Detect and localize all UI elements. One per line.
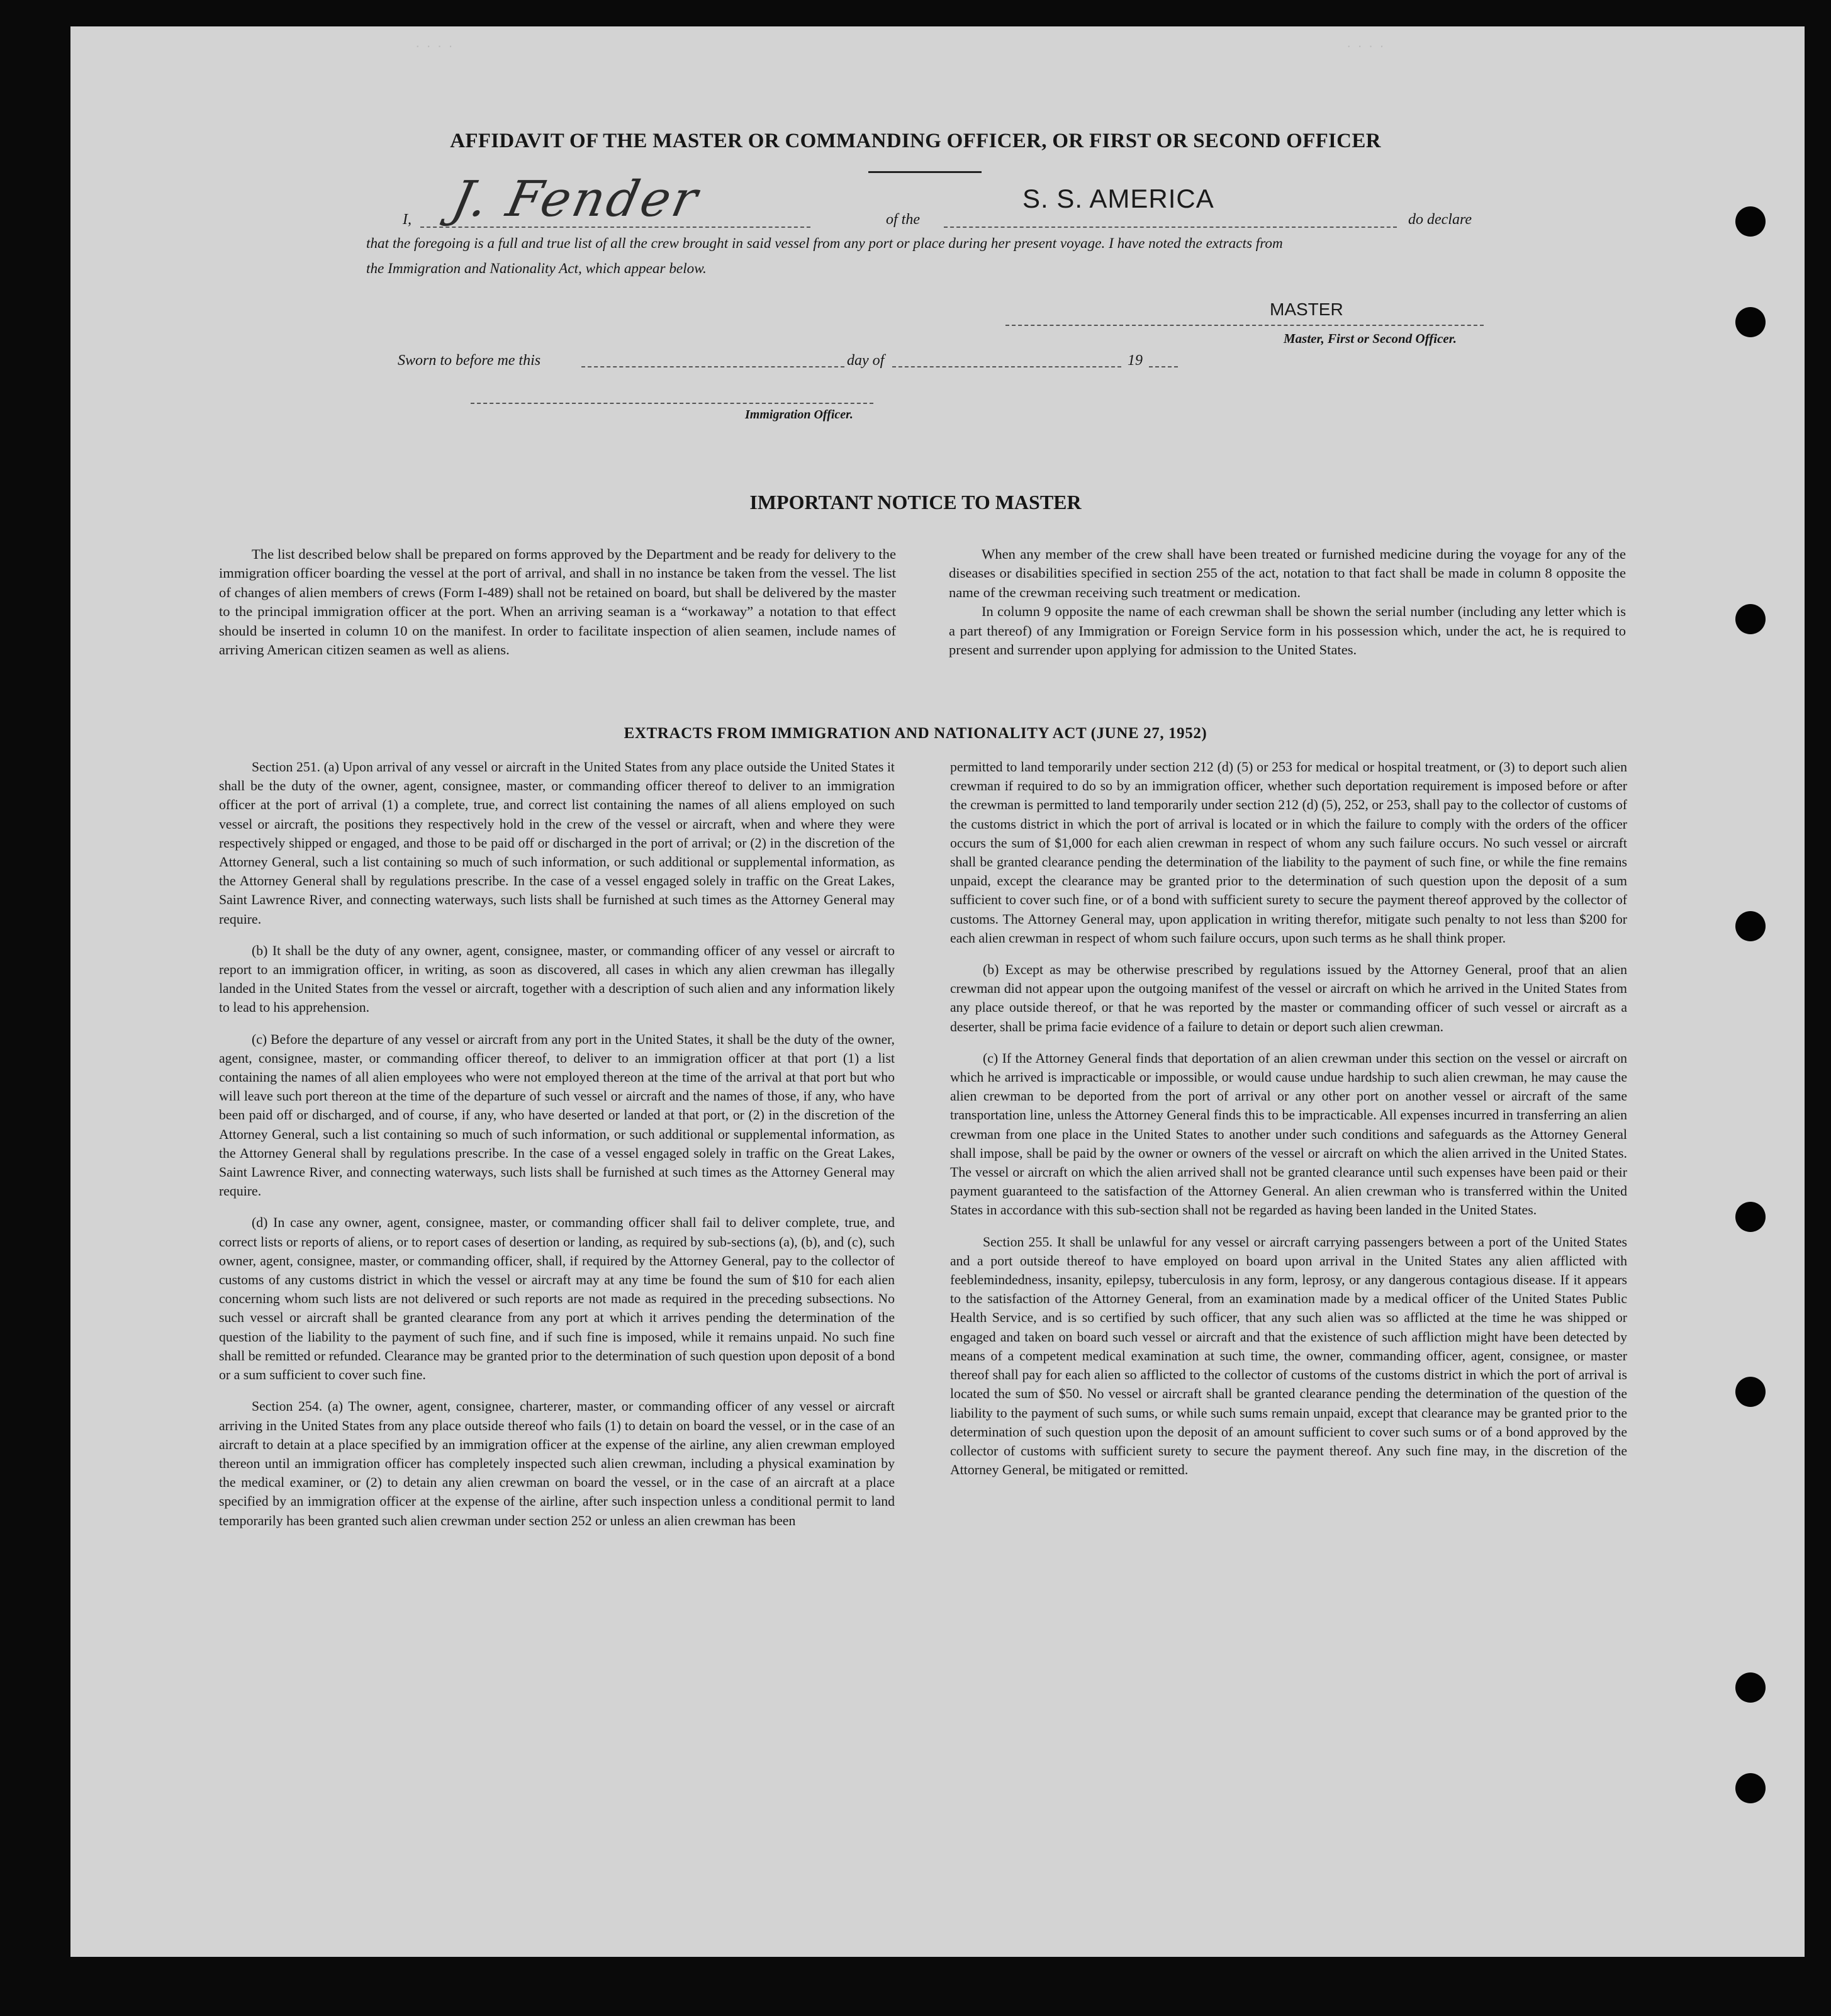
section-255: Section 255. It shall be unlawful for any vessel or aircraft carrying passengers between a port of the United States and a port outside thereof to have employed on board upon arrival in the United States any alien afflicted with feeblemindedness, insanity, epilepsy, tuberculosis in any form, leprosy, or any dangerous contagious disease. If it appears to the satisfaction of the Attorney General, from an examination made by a medical officer of the United States Public Health Service, and is so certified by such officer, that any such alien was so afflicted at the time he was shipped or engaged and taken on board such vessel or aircraft and that the existence of such affliction might have been detected by means of a competent medical examination at such time, the owner, commanding officer, agent, consignee, or master thereof shall pay for each alien so afflicted to the collector of customs of the customs district in which the port of arrival is located the sum of $50. No vessel or aircraft shall be granted clearance pending the determination of the question of the liability to the payment of such sums, or while such sums remain unpaid, except that clearance may be granted prior to the determination of such question upon the deposit of an amount sufficient to cover such sums or of a bond approved by the collector of customs with sufficient surety to secure the payment thereof. Any such fine may, in the discretion of the Attorney General, be mitigated or remitted. (950, 1234, 1627, 1478)
section-251-a: Section 251. (a) Upon arrival of any vessel or aircraft in the United States from any place outside the United States it shall be the duty of the owner, agent, consignee, master, or commanding officer thereof to deliver to an immigration officer at the port of arrival (1) a complete, true, and correct list containing the names of all aliens employed on such vessel or aircraft, the positions they respectively hold in the crew of the vessel or aircraft, when and where they were respectively shipped or engaged, and those to be paid off or discharged in the port of arrival; or (2) in the discretion of the Attorney General, such a list containing so much of such information, or such additional or supplemental information, as the Attorney General shall by regulations prescribe. In the case of a vessel engaged solely in traffic on the Great Lakes, Saint Lawrence River, and connecting waterways, such lists shall be furnished at such times as the Attorney General may require. (219, 759, 895, 927)
sworn-day-line (581, 366, 844, 367)
year-label: 19 (1128, 352, 1143, 369)
extracts-left-column (219, 758, 895, 1543)
section-251-b: (b) It shall be the duty of any owner, agent, consignee, master, or commanding officer of any vessel or aircraft to report to an immigration officer, in writing, as soon as discovered, all cases in which any alien crewman has illegally landed in the United States from the vessel or aircraft, together with a description of such alien and any information likely to lead to his apprehension. (219, 943, 895, 1016)
sworn-label: Sworn to before me this (398, 352, 541, 369)
master-signature: J. Fender (447, 171, 705, 228)
vessel-line (944, 227, 1397, 228)
notice-left-column (219, 545, 896, 659)
section-254-a-continued: permitted to land temporarily under section 212 (d) (5) or 253 for medical or hospital treatment, or (3) to deport such alien crewman if required to do so by an immigration officer, whether such deportation requirement is imposed before or after the crewman is permitted to land temporarily under section 212 (d) (5), 252, or 253, shall pay to the collector of customs of the customs district in which the port of arrival is located or in which the failure to comply with the orders of the officer occurs the sum of $1,000 for each alien crewman in respect of whom any such failure occurs. No such vessel or aircraft shall be granted clearance pending the determination of the liability to the payment of such fine, or while the fine remains unpaid, except the clearance may be granted prior to the determination of such question upon the deposit of a sum sufficient to cover such fine, or of a bond with sufficient surety to secure the payment thereof approved by the collector of customs. The Attorney General may, upon application in writing therefor, mitigate such penalty to not less than $200 for each alien crewman in respect of whom such failure occurs, upon such terms as he shall think proper. (950, 759, 1627, 946)
notice-left-paragraph: The list described below shall be prepared on forms approved by the Department and be ready for delivery to the immigration officer boarding the vessel at the port of arrival, and shall in no instance be taken from the vessel. The list of changes of alien members of crews (Form I-489) shall not be retained on board, but shall be delivered by the master to the principal immigration officer at the port. When an arriving seaman is a “workaway” a notation to that effect should be inserted in column 10 on the manifest. In order to facilitate inspection of alien seamen, include names of arriving American citizen seamen as well as aliens. (219, 546, 896, 658)
extracts-title: EXTRACTS FROM IMMIGRATION AND NATIONALITY ACT (JUNE 27, 1952) (624, 725, 1207, 742)
sworn-month-line (892, 366, 1121, 367)
affidavit-line1-i: I, (403, 211, 412, 228)
section-254-a: Section 254. (a) The owner, agent, consignee, charterer, master, or commanding officer of any vessel or aircraft arriving in the United States from any place outside thereof who fails (1) to detain on board the vessel, or in the case of an aircraft to detain at a place specified by an immigration officer at the expense of the airline, any alien crewman employed thereon until an immigration officer has completely inspected such alien crewman, including a physical examination by the medical examiner, or (2) to detain any alien crewman on board the vessel, or in the case of an aircraft at a place specified by an immigration officer at the expense of the airline, after such inspection unless a conditional permit to land temporarily has been granted such alien crewman under section 252 or unless an alien crewman has been (219, 1399, 895, 1528)
vessel-name: S. S. AMERICA (1022, 184, 1214, 213)
binder-hole-icon (1735, 1773, 1766, 1803)
officer-signature-line (471, 403, 873, 404)
affidavit-title: AFFIDAVIT OF THE MASTER OR COMMANDING OFFICER, OR FIRST OR SECOND OFFICER (450, 130, 1381, 152)
master-signature-line (1005, 325, 1484, 326)
affidavit-line1-of-the: of the (886, 211, 920, 228)
section-251-d: (d) In case any owner, agent, consignee, master, or commanding officer shall fail to deliver complete, true, and correct lists or reports of aliens, or to report cases of desertion or landing, as required by sub-sections (a), (b), and (c), such owner, agent, consignee, master, or commanding officer, shall, if required by the Attorney General, pay to the collector of customs of any customs district in which the vessel or aircraft may at any time be found the sum of $10 for each alien concerning whom such lists are not delivered or such reports are not made as required in the preceding subsections. No such vessel or aircraft shall be granted clearance from any port at which it arrives pending the determination of the question of the liability to the payment of such fine, and if such fine is imposed, while it remains unpaid. No such fine shall be remitted or refunded. Clearance may be granted prior to the determination of such question upon deposit of a bond or a sum sufficient to cover such fine. (219, 1215, 895, 1383)
master-title-stamp: MASTER (1270, 300, 1343, 319)
day-of-label: day of (847, 352, 885, 369)
binder-hole-icon (1735, 1672, 1766, 1703)
notice-right-paragraph-2: In column 9 opposite the name of each crewman shall be shown the serial number (including any letter which is a part thereof) of any Immigration or Foreign Service form in his possession which, under the act, he is required to present and surrender upon applying for admission to the United States. (949, 603, 1626, 658)
binder-hole-icon (1735, 604, 1766, 634)
title-rule (868, 171, 982, 173)
master-caption: Master, First or Second Officer. (1284, 331, 1457, 346)
affidavit-line2: that the foregoing is a full and true list of all the crew brought in said vessel from any port or place during her present voyage. I have noted the extracts from (366, 235, 1283, 252)
bleed-through-mark: · · · · (1347, 38, 1386, 53)
section-254-b: (b) Except as may be otherwise prescribed by regulations issued by the Attorney General, proof that an alien crewman did not appear upon the outgoing manifest of the vessel or aircraft on which he arrived in the United States from any place outside thereof, or that he was reported by the master or commanding officer of such vessel or aircraft as a deserter, shall be prima facie evidence of a failure to detain or deport such alien crewman. (950, 962, 1627, 1034)
affidavit-line1-do-declare: do declare (1408, 211, 1472, 228)
notice-right-column (949, 545, 1626, 659)
notice-title: IMPORTANT NOTICE TO MASTER (749, 491, 1082, 513)
notice-right-paragraph-1: When any member of the crew shall have been treated or furnished medicine during the voyage for any of the diseases or disabilities specified in section 255 of the act, notation to that fact shall be made in column 8 opposite the name of the crewman receiving such treatment or medication. (949, 546, 1626, 600)
extracts-right-column (950, 758, 1627, 1492)
binder-hole-icon (1735, 911, 1766, 941)
binder-hole-icon (1735, 206, 1766, 237)
section-254-c: (c) If the Attorney General finds that deportation of an alien crewman under this section on the vessel or aircraft on which he arrived is impracticable or impossible, or would cause undue hardship to such alien crewman, he may cause the alien crewman to be deported from the port of arrival or any other port on another vessel or aircraft of the same transportation line, unless the Attorney General finds this to be impracticable. All expenses incurred in transferring an alien crewman from one place in the United States to another under such conditions and safeguards as the Attorney General shall impose, shall be paid by the owner or owners of the vessel or aircraft on which the alien arrived in the United States. The vessel or aircraft on which the alien arrived shall not be granted clearance until such expenses have been paid or their payment guaranteed to the satisfaction of the Attorney General. An alien crewman who is transferred within the United States in accordance with this sub-section shall not be regarded as having been landed in the United States. (950, 1050, 1627, 1218)
binder-hole-icon (1735, 307, 1766, 337)
officer-caption: Immigration Officer. (745, 408, 853, 422)
affidavit-line3: the Immigration and Nationality Act, which appear below. (366, 260, 707, 277)
binder-hole-icon (1735, 1202, 1766, 1232)
section-251-c: (c) Before the departure of any vessel or aircraft from any port in the United States, it shall be the duty of the owner, agent, consignee, master, or commanding officer thereof, to deliver to an immigration officer at that port (1) a list containing the names of all alien employees who were not employed thereon at the time of the arrival at that port but who will leave such port thereon at the time of the departure of such vessel or aircraft and the names of those, if any, who have been paid off or discharged, and of course, if any, who have deserted or landed at that port, or (2) in the discretion of the Attorney General, such a list containing so much of such information, or such additional or supplemental information, as the Attorney General shall by regulations prescribe. In the case of a vessel engaged solely in traffic on the Great Lakes, Saint Lawrence River, and connecting waterways, such lists shall be furnished at such times as the Attorney General may require. (219, 1031, 895, 1199)
sworn-year-line (1149, 366, 1178, 367)
binder-hole-icon (1735, 1377, 1766, 1407)
bleed-through-mark: · · · · (415, 38, 454, 53)
